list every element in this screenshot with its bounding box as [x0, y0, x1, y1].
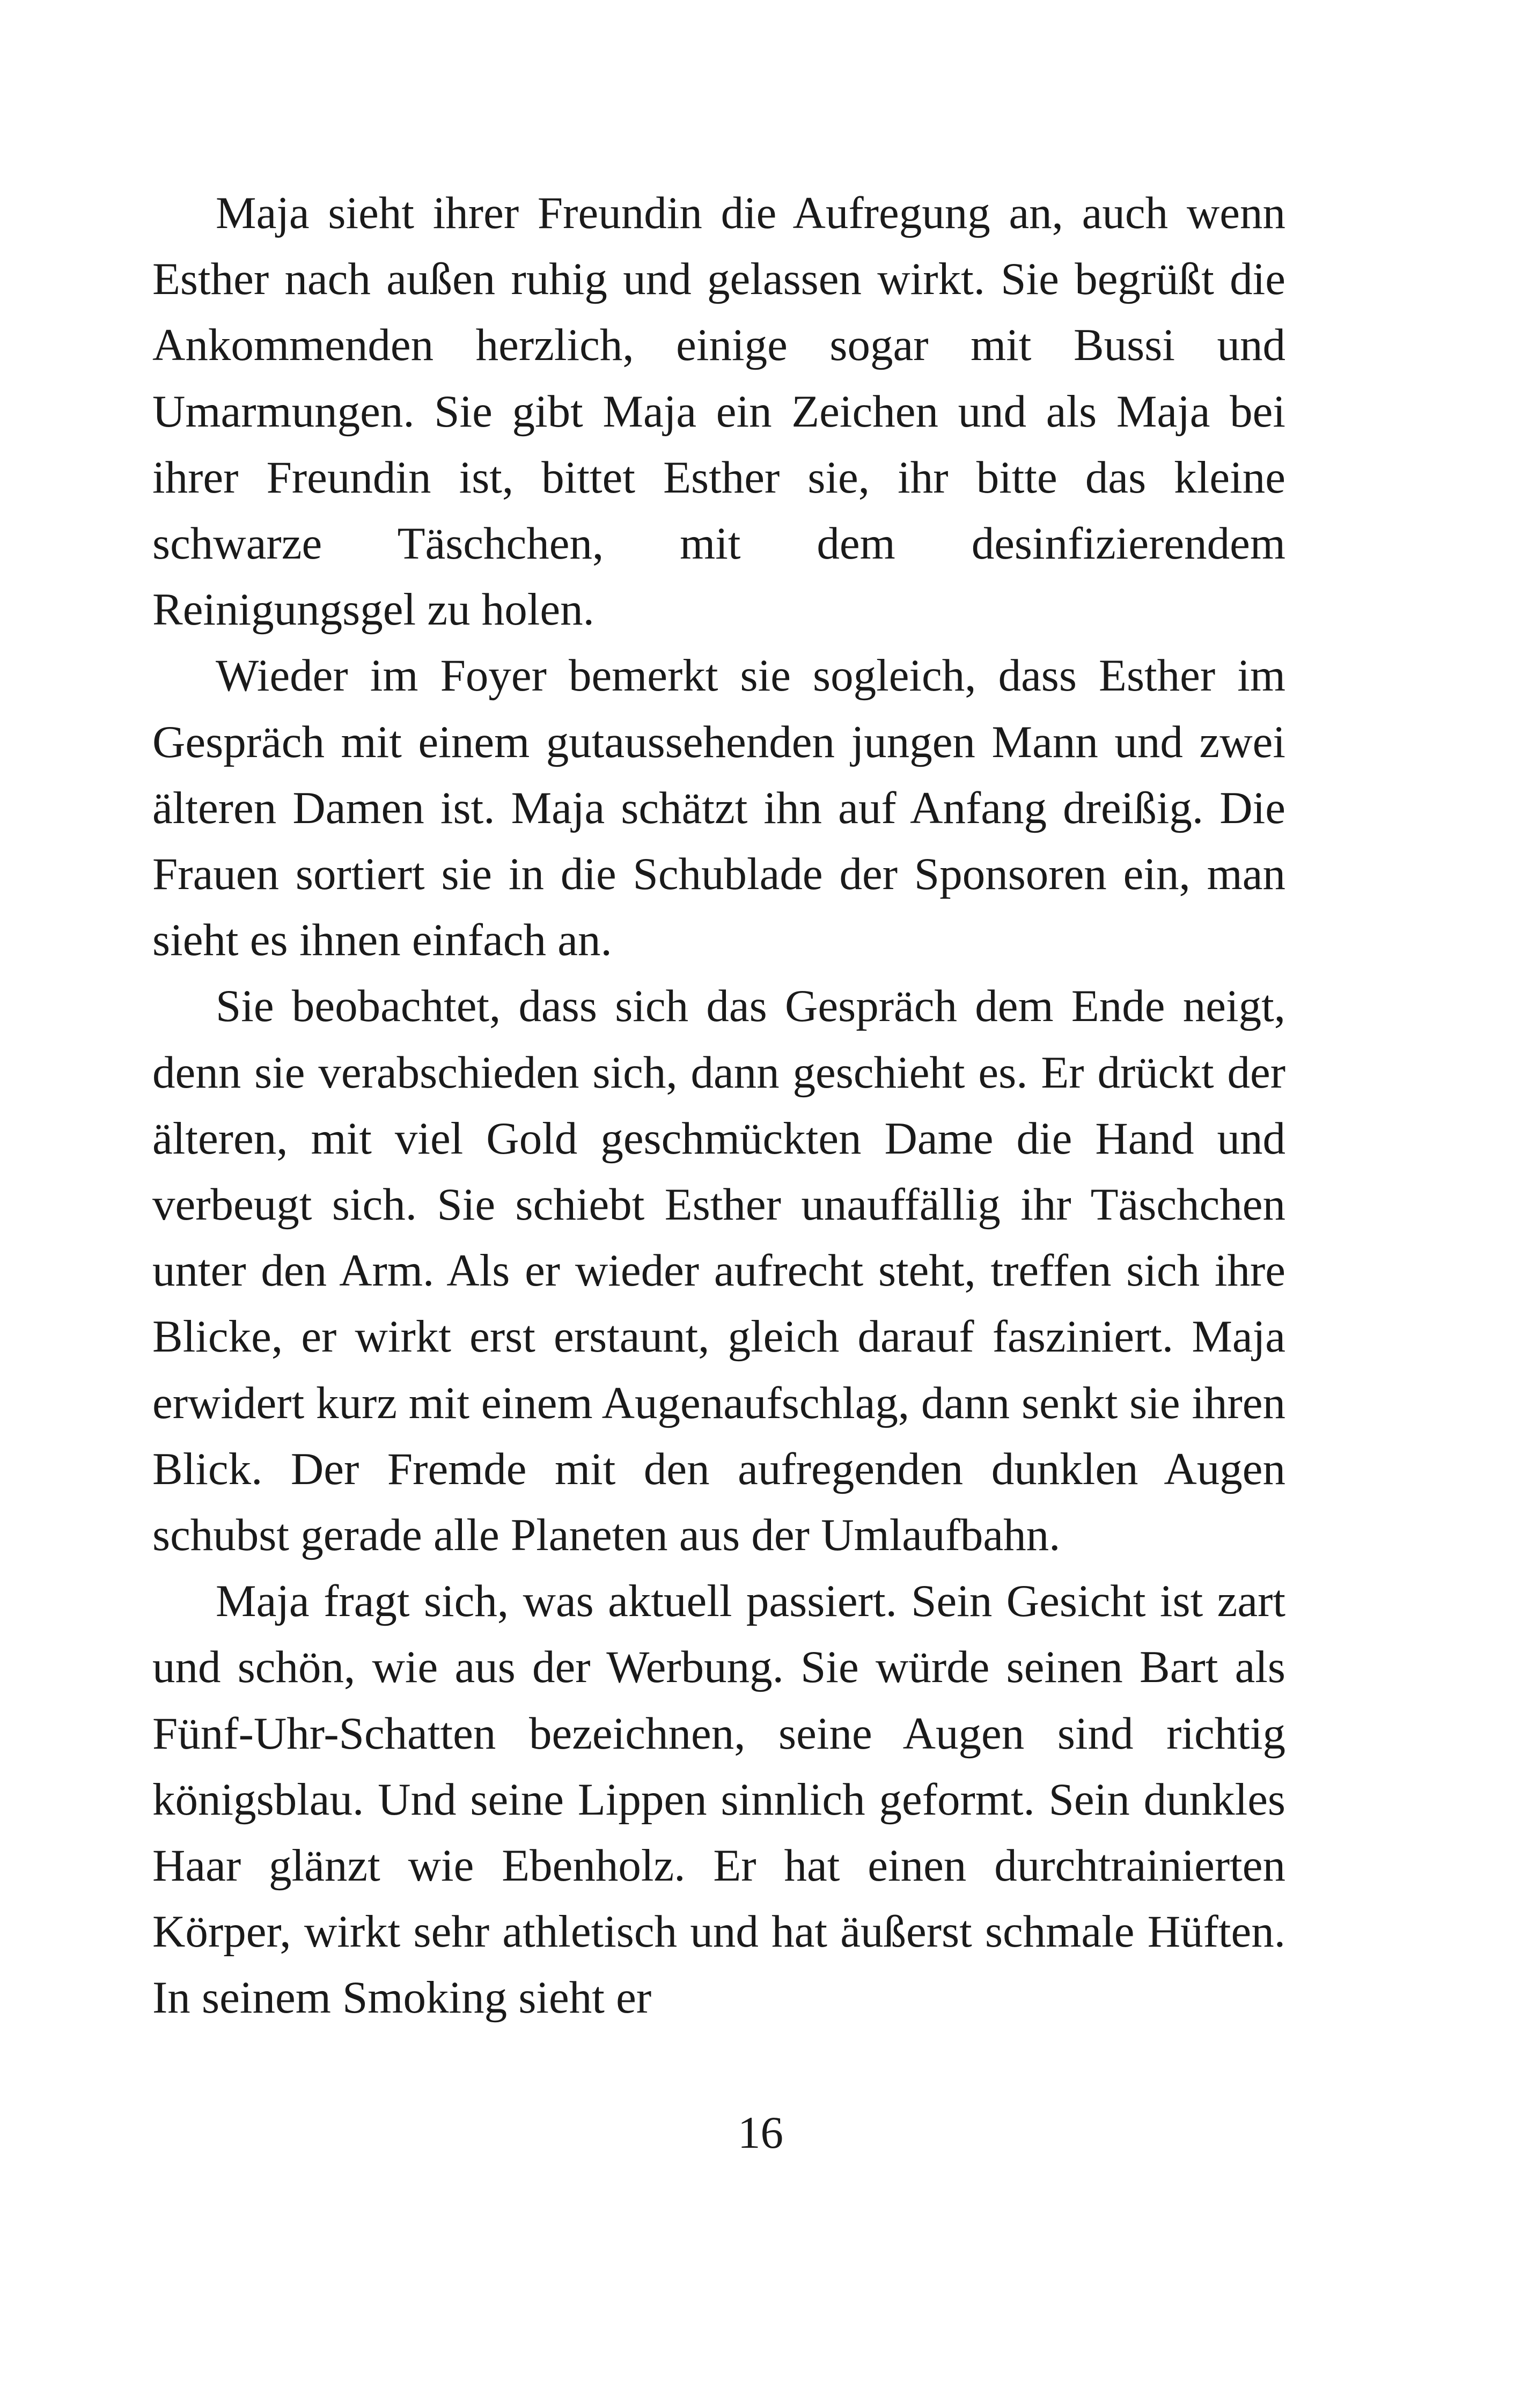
- paragraph-1: Maja sieht ihrer Freundin die Aufregung an, auch wenn Esther nach außen ruhig und gelassen wirkt. Sie begrüßt die Ankommenden herzlich, einige sogar mit Bussi und Umarmungen. Sie gibt Maja ein Zeichen und als Maja bei ihrer Freundin ist, bittet Esther sie, ihr bitte das kleine schwarze Täschchen, mit dem desinfizierendem Reinigungsgel zu holen.: [152, 188, 1285, 635]
- page-number: 16: [738, 2108, 783, 2158]
- paragraph-2: Wieder im Foyer bemerkt sie sogleich, dass Esther im Gespräch mit einem gutaussehenden jungen Mann und zwei älteren Damen ist. Maja schätzt ihn auf Anfang dreißig. Die Frauen sortiert sie in die Schublade der Sponsoren ein, man sieht es ihnen einfach an.: [152, 650, 1285, 966]
- body-text: [152, 180, 1285, 2031]
- paragraph-4: Maja fragt sich, was aktuell passiert. Sein Gesicht ist zart und schön, wie aus der Werbung. Sie würde seinen Bart als Fünf-Uhr-Schatten bezeichnen, seine Augen sind richtig königsblau. Und seine Lippen sinnlich geformt. Sein dunkles Haar glänzt wie Ebenholz. Er hat einen durchtrainierten Körper, wirkt sehr athletisch und hat äußerst schmale Hüften. In seinem Smoking sieht er: [152, 1576, 1285, 2023]
- paragraph-3: Sie beobachtet, dass sich das Gespräch dem Ende neigt, denn sie verabschieden sich, dann geschieht es. Er drückt der älteren, mit viel Gold geschmückten Dame die Hand und verbeugt sich. Sie schiebt Esther unauffällig ihr Täschchen unter den Arm. Als er wieder aufrecht steht, treffen sich ihre Blicke, er wirkt erst erstaunt, gleich darauf fasziniert. Maja erwidert kurz mit einem Augenaufschlag, dann senkt sie ihren Blick. Der Fremde mit den aufregenden dunklen Augen schubst gerade alle Planeten aus der Umlaufbahn.: [152, 981, 1285, 1561]
